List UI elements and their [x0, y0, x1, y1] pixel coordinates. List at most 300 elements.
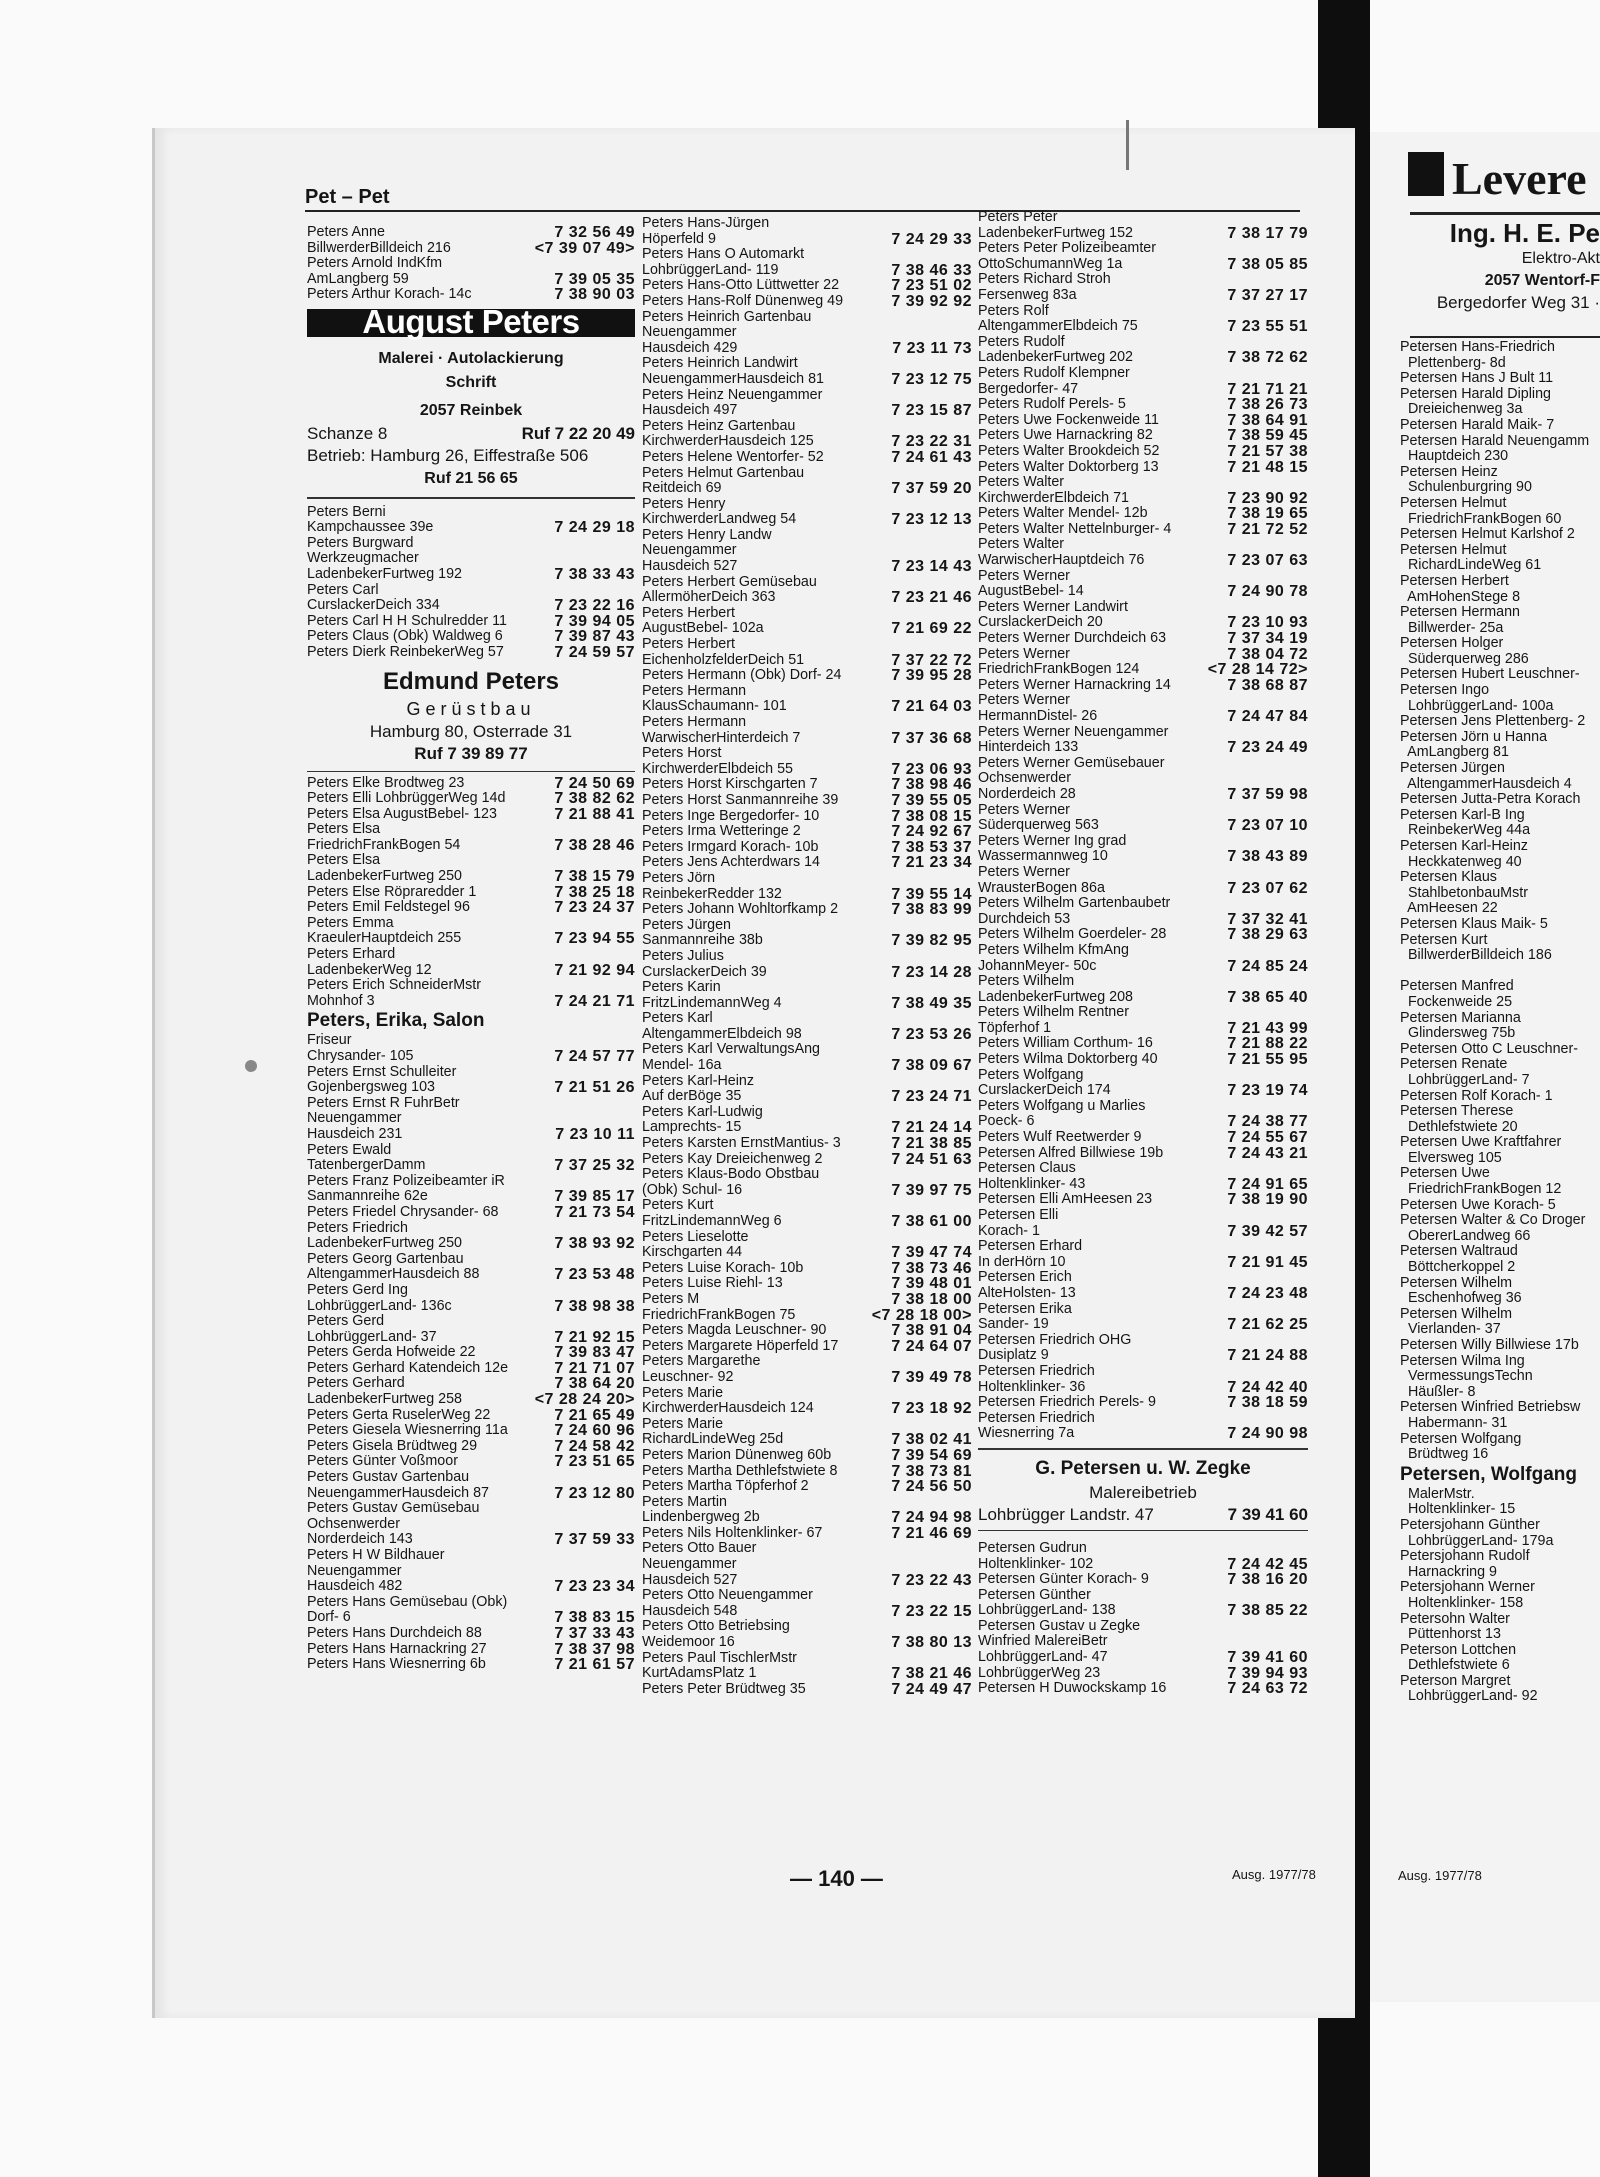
- right-entry-line: Petersjohann Günther: [1400, 1516, 1540, 1533]
- entry-phone: 7 38 68 87: [1227, 676, 1308, 694]
- directory-entry: [978, 725, 1308, 756]
- directory-entry: [642, 1276, 972, 1292]
- right-entry-line: Petersen Marianna: [1400, 1009, 1521, 1026]
- directory-entry: [307, 791, 635, 807]
- entry-phone: 7 23 22 15: [891, 1602, 972, 1620]
- entry-name: Peters Friedrich LadenbekerFurtweg 250: [307, 1220, 462, 1252]
- entry-name: Peters Wilhelm Gartenbaubetr Durchdeich 53: [978, 896, 1171, 927]
- right-entry-line: Petersen Renate: [1400, 1056, 1508, 1073]
- entry-name: Peters Arnold IndKfm AmLangberg 59: [307, 256, 443, 287]
- ad-address-row: [978, 1504, 1308, 1531]
- right-entry-line: Glindersweg 75b: [1400, 1025, 1516, 1042]
- entry-name: Peters Claus (Obk) Waldweg 6: [307, 629, 503, 645]
- entry-name: Peters Kay Dreieichenweg 2: [642, 1151, 823, 1167]
- directory-entry: [978, 1541, 1308, 1572]
- entry-name: Peters Karin FritzLindemannWeg 4: [642, 980, 782, 1011]
- entry-name: Peters Gerta RuselerWeg 22: [307, 1407, 491, 1423]
- entry-phone: 7 38 72 62: [1227, 349, 1308, 367]
- right-entry-line: Petersen Hans-Friedrich: [1400, 340, 1555, 355]
- right-entry-line: AmHeesen 22: [1400, 900, 1498, 917]
- entry-phone: 7 21 73 54: [554, 1203, 635, 1221]
- entry-phone: 7 38 90 03: [554, 286, 635, 304]
- entry-phone: 7 21 88 22: [1227, 1035, 1308, 1053]
- entry-phone: 7 39 92 92: [891, 292, 972, 310]
- entry-name: Peters Wilhelm Rentner Töpferhof 1: [978, 1005, 1129, 1036]
- right-entry-line: Dethlefstwiete 20: [1400, 1118, 1518, 1135]
- entry-phone: 7 37 59 98: [1227, 785, 1308, 803]
- directory-entry: [978, 1099, 1308, 1130]
- directory-entry: [642, 980, 972, 1011]
- directory-entry: [642, 1261, 972, 1277]
- entry-name: Peters Giesela Wiesnerring 11a: [307, 1423, 508, 1439]
- entry-phone: 7 32 56 49 <7 39 07 49>: [534, 224, 635, 257]
- entry-phone: 7 38 33 43: [554, 565, 635, 583]
- entry-name: Peters Richard Stroh Fersenweg 83a: [978, 272, 1111, 303]
- directory-entry: [642, 419, 972, 450]
- directory-entry: [307, 614, 635, 630]
- directory-entry: [642, 450, 972, 466]
- entry-name: Peters Marie KirchwerderHausdeich 124: [642, 1385, 814, 1417]
- right-entry-line: Petersen Harald Dipling: [1400, 385, 1551, 402]
- entry-name: Petersen Claus Holtenklinker- 43: [978, 1161, 1086, 1192]
- entry-phone: 7 21 92 15: [554, 1328, 635, 1346]
- entry-phone: 7 24 58 42: [554, 1437, 635, 1455]
- entry-phone: 7 21 43 99: [1227, 1019, 1308, 1037]
- entry-name: Petersen Friedrich Holtenklinker- 36: [978, 1363, 1095, 1395]
- right-entry-line: Petersen Therese: [1400, 1103, 1514, 1120]
- entry-name: Peters Julius CurslackerDeich 39: [642, 948, 767, 980]
- entry-phone: 7 39 87 43: [554, 628, 635, 646]
- right-entry-line: Petersen Uwe: [1400, 1165, 1490, 1182]
- entry-phone: 7 21 69 22: [891, 620, 972, 638]
- entry-phone: 7 23 18 92: [891, 1400, 972, 1418]
- directory-entry: [978, 1588, 1308, 1619]
- column-1: [307, 225, 635, 1673]
- right-entry-line: Petersen Karl-B Ing: [1400, 806, 1525, 823]
- right-entry-line: Petersen Herbert: [1400, 572, 1509, 589]
- right-entry-line: Habermann- 31: [1400, 1414, 1508, 1431]
- entry-phone: 7 24 56 50: [891, 1478, 972, 1496]
- entry-phone: 7 38 82 62: [554, 790, 635, 808]
- entry-phone: 7 23 14 28: [891, 963, 972, 981]
- entry-phone: 7 38 08 15: [891, 807, 972, 825]
- entry-phone: 7 24 92 67: [891, 823, 972, 841]
- right-entry-line: Dreieichenweg 3a: [1400, 401, 1523, 418]
- right-entry-line: Petersen Harald Maik- 7: [1400, 416, 1555, 433]
- entry-phone: 7 24 29 33: [891, 230, 972, 248]
- entry-name: Peters Wilhelm LadenbekerFurtweg 208: [978, 974, 1133, 1005]
- entry-name: Peters Elke Brodtweg 23: [307, 775, 465, 791]
- entry-phone: 7 39 55 05: [891, 791, 972, 809]
- right-entry-line: Dethlefstwiete 6: [1400, 1657, 1510, 1674]
- directory-entry: [307, 947, 635, 978]
- entry-phone: 7 39 83 47: [554, 1344, 635, 1362]
- right-entry-line: [1400, 964, 1600, 980]
- entry-name: Peters Hans Durchdeich 88: [307, 1625, 482, 1641]
- entry-phone: 7 38 64 20 <7 28 24 20>: [534, 1375, 635, 1409]
- directory-entry: [307, 1096, 635, 1143]
- entry-name: Peters Ernst R FuhrBetr Neuengammer Hausdeich 231: [307, 1095, 460, 1142]
- entry-phone: 7 21 48 15: [1227, 458, 1308, 476]
- entry-phone: 7 38 17 79: [1227, 224, 1308, 242]
- directory-entry: [307, 1501, 635, 1548]
- entry-phone: 7 39 42 57: [1227, 1222, 1308, 1240]
- right-entry-line: Peterson Lottchen: [1400, 1641, 1517, 1658]
- entry-phone: 7 24 90 98: [1227, 1425, 1308, 1443]
- entry-phone: 7 24 55 67: [1227, 1129, 1308, 1147]
- right-entry-line: Petersen Uwe Korach- 5: [1400, 1196, 1556, 1213]
- directory-entry: [642, 1230, 972, 1261]
- entry-name: Peters Gerhard LadenbekerFurtweg 258: [307, 1376, 462, 1408]
- directory-entry: [642, 793, 972, 809]
- ad-city: 2057 Reinbek: [419, 401, 523, 419]
- entry-name: Peters Else Röpraredder 1: [307, 884, 477, 900]
- entry-phone: 7 21 55 95: [1227, 1051, 1308, 1069]
- directory-entry: [978, 647, 1308, 678]
- entry-name: Peters Gerda Hofweide 22: [307, 1345, 476, 1361]
- directory-entry: [642, 1386, 972, 1417]
- directory-entry: [307, 853, 635, 884]
- directory-entry: [978, 506, 1308, 522]
- directory-entry: [978, 272, 1308, 303]
- entry-phone: 7 24 29 18: [554, 519, 635, 537]
- entry-phone: 7 21 65 49: [554, 1406, 635, 1424]
- right-entry-line: Petersjohann Werner: [1400, 1579, 1535, 1596]
- directory-entry: [978, 537, 1308, 568]
- entry-phone: 7 37 33 43: [554, 1624, 635, 1642]
- ad-line: Malereibetrieb: [1089, 1482, 1197, 1502]
- entry-phone: 7 23 23 34: [554, 1578, 635, 1596]
- directory-entry: [642, 497, 972, 528]
- entry-phone: 7 39 97 75: [891, 1181, 972, 1199]
- entry-phone: 7 38 29 63: [1227, 926, 1308, 944]
- directory-entry: [307, 1439, 635, 1455]
- right-entry-line: Petersen Helmut Karlshof 2: [1400, 526, 1575, 543]
- entry-name: Peters Martin Lindenbergweg 2b: [642, 1494, 760, 1526]
- directory-entry: [307, 1470, 635, 1501]
- directory-entry: [642, 949, 972, 980]
- right-entry-line: Petersen Helmut: [1400, 541, 1507, 558]
- right-entry-line: AmHohenStege 8: [1400, 588, 1521, 605]
- entry-phone: 7 21 71 07: [554, 1359, 635, 1377]
- directory-entry: [307, 583, 635, 614]
- directory-entry: [642, 575, 972, 606]
- entry-name: Peters Elsa AugustBebel- 123: [307, 806, 497, 822]
- right-entry-line: Petersen Wilma Ing: [1400, 1352, 1525, 1369]
- right-entry-line: Petersen Hermann: [1400, 604, 1520, 621]
- directory-entry: [978, 631, 1308, 647]
- entry-phone: 7 24 63 72: [1227, 1680, 1308, 1698]
- entry-phone: 7 39 54 69: [891, 1446, 972, 1464]
- entry-name: Peters Inge Bergedorfer- 10: [642, 808, 820, 824]
- entry-name: Peters Hans-Rolf Dünenweg 49: [642, 293, 844, 309]
- entry-name: Peters Heinrich Landwirt NeuengammerHausdeich 81: [642, 356, 824, 387]
- directory-entry: [642, 871, 972, 902]
- right-entry-line: Hauptdeich 230: [1400, 448, 1509, 465]
- directory-entry: [642, 606, 972, 637]
- entry-name: Peters Jens Achterdwars 14: [642, 855, 821, 871]
- entry-name: Peters William Corthum- 16: [978, 1036, 1153, 1052]
- directory-entry: [307, 1221, 635, 1252]
- directory-entry: [307, 1065, 635, 1096]
- directory-entry: [978, 413, 1308, 429]
- entry-phone: 7 21 64 03: [891, 698, 972, 716]
- entry-name: Peters Rolf AltengammerElbdeich 75: [978, 303, 1138, 335]
- entry-name: Petersen Gudrun Holtenklinker- 102: [978, 1540, 1094, 1572]
- entry-phone: 7 38 46 33: [891, 261, 972, 279]
- entry-name: Peters Uwe Fockenweide 11: [978, 412, 1159, 428]
- entry-name: Peters Klaus-Bodo Obstbau (Obk) Schul- 16: [642, 1167, 820, 1198]
- directory-entry: [978, 1130, 1308, 1146]
- entry-phone: 7 23 24 37: [554, 899, 635, 917]
- entry-name: Petersen Erich AlteHolsten- 13: [978, 1270, 1076, 1301]
- right-entry-line: Petersen Winfried Betriebsw: [1400, 1399, 1581, 1416]
- entry-name: Friseur Chrysander- 105: [307, 1033, 414, 1064]
- entry-phone: 7 24 61 43: [891, 448, 972, 466]
- entry-name: Peters Ewald TatenbergerDamm: [307, 1142, 426, 1174]
- entry-name: Peters Luise Korach- 10b: [642, 1260, 804, 1276]
- entry-phone: 7 23 07 10: [1227, 817, 1308, 835]
- right-ad-name: Ing. H. E. Pe: [1449, 218, 1600, 248]
- ad-petersen-zegke: [978, 1448, 1308, 1531]
- directory-entry: [978, 896, 1308, 927]
- directory-entry: [978, 693, 1308, 724]
- right-entry-line: Böttcherkoppel 2: [1400, 1259, 1516, 1276]
- entry-name: Peters Walter Mendel- 12b: [978, 506, 1148, 522]
- entry-name: Peters Gustav Gemüsebau Ochsenwerder Norderdeich 143: [307, 1501, 480, 1548]
- entry-name: Peters Hans-Otto Lüttwetter 22: [642, 278, 840, 294]
- ad-title: Edmund Peters: [382, 667, 560, 695]
- entry-name: Peters Helene Wentorfer- 52: [642, 449, 824, 465]
- entry-phone: 7 24 64 07: [891, 1337, 972, 1355]
- ad-line: Schrift: [445, 373, 497, 391]
- entry-phone: 7 24 91 65: [1227, 1175, 1308, 1193]
- entry-phone: 7 37 32 41: [1227, 910, 1308, 928]
- entry-name: Peters Peter Polizeibeamter OttoSchumannWeg 1a: [978, 241, 1156, 272]
- entry-name: Peters Karl-Ludwig Lamprechts- 15: [642, 1104, 763, 1136]
- entry-name: Peters Carl CurslackerDeich 334: [307, 582, 440, 614]
- directory-entry: [978, 1270, 1308, 1301]
- directory-entry: [307, 287, 635, 303]
- directory-entry: [307, 225, 635, 256]
- entry-phone: 7 23 10 93: [1227, 614, 1308, 632]
- entry-name: Peters Helmut Gartenbau Reitdeich 69: [642, 465, 805, 497]
- right-entry-line: Häußler- 8: [1400, 1383, 1476, 1400]
- ad-august-peters: [307, 302, 635, 499]
- entry-phone: 7 21 38 85: [891, 1135, 972, 1153]
- entry-name: Peters Walter Doktorberg 13: [978, 459, 1159, 475]
- entry-phone: 7 38 09 67: [891, 1057, 972, 1075]
- directory-entry: [307, 1408, 635, 1424]
- directory-entry: [642, 1323, 972, 1339]
- entry-phone: 7 24 47 84: [1227, 708, 1308, 725]
- ad-betrieb-text: Betrieb: Hamburg 26, Eiffestraße 506: [307, 445, 589, 465]
- right-entry-line: StahlbetonbauMstr: [1400, 884, 1528, 901]
- right-edition-label: Ausg. 1977/78: [1398, 1868, 1482, 1883]
- entry-phone: 7 37 34 19: [1227, 630, 1308, 648]
- entry-phone: 7 24 85 24: [1227, 957, 1308, 975]
- directory-entry: [642, 278, 972, 294]
- right-entry-line: Petersen Otto C Leuschner-: [1400, 1040, 1579, 1057]
- entry-list: [978, 210, 1308, 1442]
- entry-phone: 7 23 11 73: [892, 339, 972, 357]
- right-entry-line: Petersen Waltraud: [1400, 1243, 1518, 1260]
- entry-phone: 7 38 53 37: [891, 838, 972, 856]
- entry-phone: 7 21 57 38: [1227, 442, 1308, 460]
- entry-phone: 7 23 22 31: [891, 433, 972, 451]
- directory-entry: [978, 927, 1308, 943]
- directory-entry: [642, 1541, 972, 1588]
- entry-name: Peters Gerd Ing LohbrüggerLand- 136c: [307, 1282, 452, 1314]
- directory-entry: [307, 1009, 635, 1033]
- entry-phone: 7 38 49 35: [891, 994, 972, 1012]
- directory-entry: [978, 335, 1308, 366]
- directory-entry: [642, 1167, 972, 1198]
- directory-entry: [978, 600, 1308, 631]
- edition-label: Ausg. 1977/78: [1232, 1867, 1316, 1882]
- entry-phone: 7 39 55 14: [891, 885, 972, 903]
- entry-phone: 7 24 60 96: [554, 1422, 635, 1440]
- directory-entry: [642, 902, 972, 918]
- entry-phone: 7 23 22 43: [891, 1571, 972, 1589]
- right-rule: [1410, 336, 1600, 338]
- directory-entry: [307, 1376, 635, 1407]
- entry-phone: 7 39 48 01: [891, 1275, 972, 1293]
- entry-name: Peters Karl-Heinz Auf derBöge 35: [642, 1073, 755, 1105]
- directory-entry: [307, 807, 635, 823]
- right-entry-line: Schulenburgring 90: [1400, 479, 1532, 496]
- directory-entry: [978, 1208, 1308, 1239]
- entry-phone: 7 24 94 98: [891, 1509, 972, 1527]
- entry-name: Petersen Gustav u Zegke Winfried MalereiBetr LohbrüggerLand- 47: [978, 1618, 1141, 1666]
- entry-phone: 7 38 18 00 <7 28 18 00>: [871, 1290, 972, 1324]
- directory-entry: [642, 310, 972, 357]
- directory-entry: [307, 536, 635, 583]
- directory-entry: [642, 1682, 972, 1698]
- entry-phone: 7 38 98 38: [554, 1297, 635, 1315]
- directory-entry: [307, 1205, 635, 1221]
- entry-list: [307, 505, 635, 661]
- entry-name: Peters Werner Landwirt CurslackerDeich 20: [978, 599, 1128, 631]
- entry-name: Peters Heinz Gartenbau KirchwerderHausdeich 125: [642, 418, 814, 450]
- right-entry-line: Petersen Helmut: [1400, 494, 1507, 511]
- entry-phone: 7 23 12 75: [891, 370, 972, 388]
- entry-name: Petersen Erika Sander- 19: [978, 1301, 1072, 1333]
- entry-name: Peters Werner Gemüsebauer Ochsenwerder Norderdeich 28: [978, 755, 1165, 802]
- entry-phone: 7 23 07 62: [1227, 879, 1308, 897]
- right-entry-line: Heckkatenweg 40: [1400, 853, 1522, 870]
- entry-phone: 7 21 71 21: [1227, 380, 1308, 398]
- right-entry-line: AltengammerHausdeich 4: [1400, 775, 1572, 792]
- directory-entry: [978, 1302, 1308, 1333]
- entry-phone: 7 38 18 59: [1227, 1394, 1308, 1412]
- entry-name: Peters Wilma Doktorberg 40: [978, 1052, 1158, 1068]
- entry-name: Petersen Günther LohbrüggerLand- 138: [978, 1587, 1116, 1619]
- directory-entry: [978, 1036, 1308, 1052]
- directory-entry: [642, 746, 972, 777]
- entry-phone: 7 23 55 51: [1227, 318, 1308, 336]
- directory-entry: [307, 1174, 635, 1205]
- entry-phone: 7 38 73 81: [891, 1462, 972, 1480]
- directory-entry: [307, 1423, 635, 1439]
- directory-entry: [642, 1479, 972, 1495]
- directory-entry: [978, 756, 1308, 803]
- right-entry-line: Püttenhorst 13: [1400, 1626, 1501, 1643]
- right-ad: [1410, 218, 1600, 314]
- entry-phone: 7 23 90 92: [1227, 489, 1308, 507]
- entry-name: Peters Johann Wohltorfkamp 2: [642, 902, 839, 918]
- entry-name: Peters Walter Brookdeich 52: [978, 443, 1160, 459]
- entry-phone: 7 38 85 22: [1227, 1602, 1308, 1620]
- entry-phone: 7 23 12 80: [554, 1484, 635, 1502]
- entry-name: Peters Peter LadenbekerFurtweg 152: [978, 210, 1133, 241]
- directory-entry: [307, 978, 635, 1009]
- directory-entry: [978, 1619, 1308, 1666]
- entry-name: Peters Marie RichardLindeWeg 25d: [642, 1416, 784, 1448]
- ad-phone: 7 39 41 60: [1227, 1504, 1308, 1524]
- entry-phone: 7 24 42 45: [1227, 1555, 1308, 1573]
- entry-name: Petersen Friedrich Wiesnerring 7a: [978, 1410, 1095, 1442]
- right-rule: [1410, 212, 1600, 215]
- directory-entry: [642, 528, 972, 575]
- directory-entry: [307, 1143, 635, 1174]
- directory-entry: [978, 1364, 1308, 1395]
- directory-entry: [307, 1345, 635, 1361]
- ad-address: Schanze 8: [307, 423, 388, 443]
- entry-phone: 7 24 43 21: [1227, 1144, 1308, 1162]
- right-entry-line: Petersen Heinz: [1400, 463, 1498, 480]
- entry-name: Peters Hermann WarwischerHinterdeich 7: [642, 715, 801, 746]
- entry-name: Peters Franz Polizeibeamter iR Sanmannreihe 62e: [307, 1173, 505, 1205]
- entry-name: Petersen H Duwockskamp 16: [978, 1681, 1167, 1697]
- directory-entry: [642, 1588, 972, 1619]
- directory-entry: [642, 840, 972, 856]
- directory-entry: [978, 569, 1308, 600]
- entry-phone: 7 38 83 99: [891, 901, 972, 919]
- page-title: Pet – Pet: [305, 186, 390, 208]
- entry-phone: 7 23 24 71: [891, 1088, 972, 1106]
- entry-name: Peters Walter KirchwerderElbdeich 71: [978, 475, 1129, 506]
- directory-entry: [642, 1464, 972, 1480]
- right-entry-line: Petersen Wilhelm: [1400, 1305, 1513, 1322]
- right-ad-line: Elektro-Akt: [1521, 250, 1600, 267]
- entry-name: Peters Werner Süderquerweg 563: [978, 802, 1099, 834]
- directory-entry: [642, 684, 972, 715]
- entry-phone: 7 24 51 63: [891, 1150, 972, 1168]
- entry-phone: 7 39 05 35: [554, 270, 635, 288]
- entry-name: Peters Uwe Harnackring 82: [978, 428, 1153, 444]
- page-header: [305, 186, 1300, 212]
- directory-entry: [642, 1417, 972, 1448]
- entry-phone: 7 38 15 79: [554, 868, 635, 886]
- ad-line: Malerei · Autolackierung: [378, 349, 564, 367]
- directory-entry: [642, 1619, 972, 1650]
- directory-entry: [307, 1361, 635, 1377]
- directory-entry: [978, 475, 1308, 506]
- entry-phone: 7 38 59 45: [1227, 427, 1308, 445]
- directory-entry: [307, 916, 635, 947]
- entry-phone: 7 21 92 94: [554, 961, 635, 979]
- right-entry-line: Petersen Ingo: [1400, 682, 1490, 699]
- directory-entry: [642, 1448, 972, 1464]
- entry-phone: 7 24 90 78: [1227, 583, 1308, 601]
- entry-phone: 7 21 51 26: [554, 1079, 635, 1097]
- directory-entry: [307, 1642, 635, 1658]
- entry-name: Peters Lieselotte Kirschgarten 44: [642, 1229, 749, 1261]
- entry-phone: 7 24 57 77: [554, 1048, 635, 1065]
- entry-phone: 7 38 05 85: [1227, 255, 1308, 273]
- entry-name: Peters Herbert AugustBebel- 102a: [642, 605, 764, 637]
